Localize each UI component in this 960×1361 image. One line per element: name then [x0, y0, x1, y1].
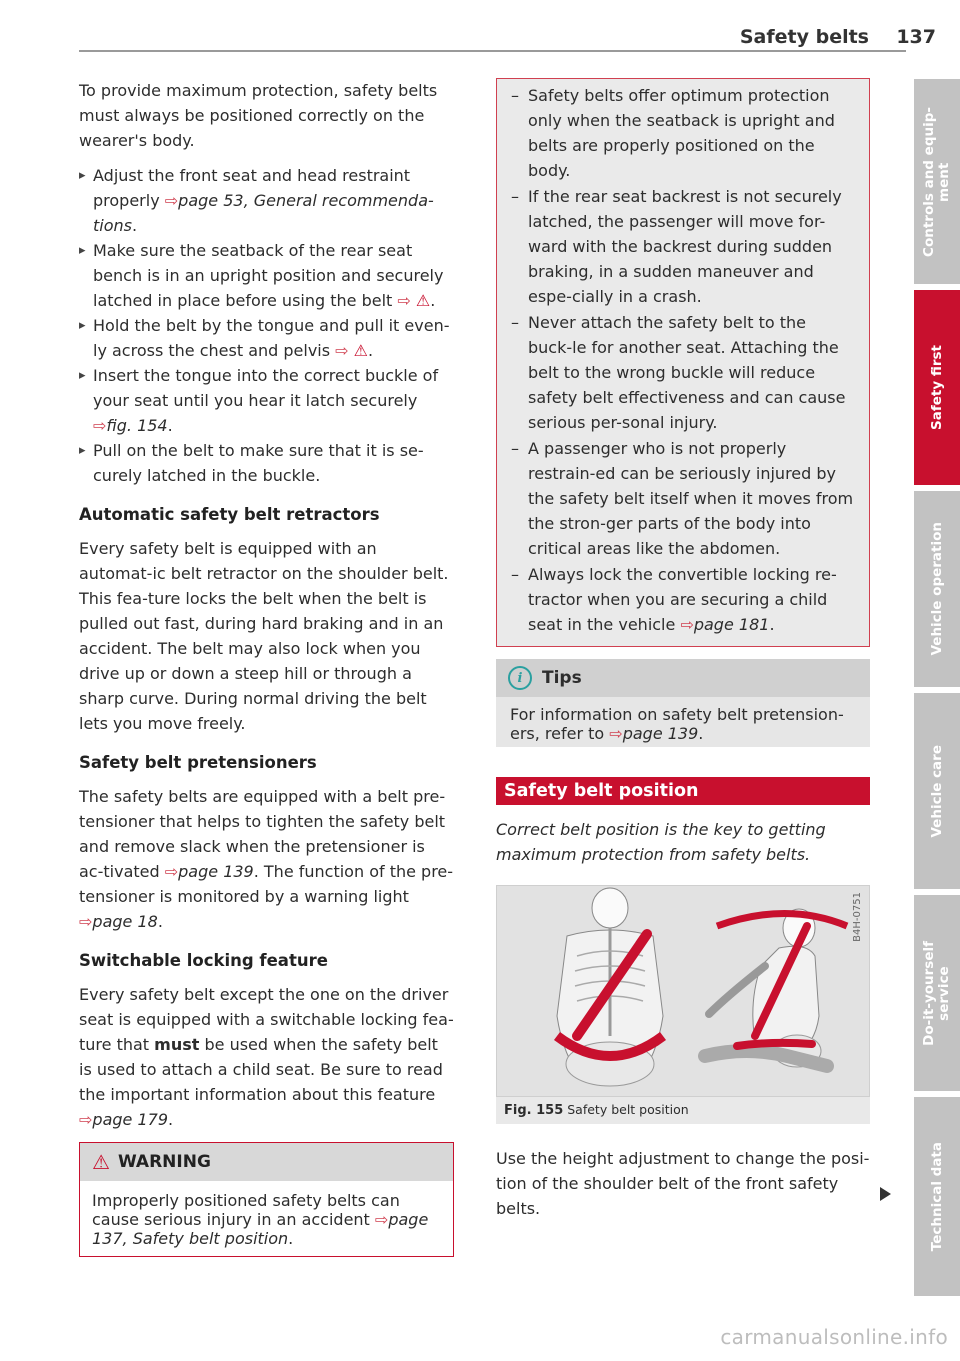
tips-box	[496, 659, 870, 747]
figure-code: B4H-0751	[852, 892, 863, 942]
cross-reference-link[interactable]: ⇨page 53, General recommenda-tions	[93, 191, 434, 235]
step-item: ▸ Insert the tongue into the correct buckle of your seat until you hear it latch securely ⇨fig. 154.	[79, 363, 454, 438]
watermark-text: carmanualsonline.info	[720, 1325, 948, 1349]
steps-list	[79, 163, 454, 488]
intro-paragraph: To provide maximum protection, safety belts must always be positioned correctly on the wearer's body.	[79, 81, 438, 150]
arrow-right-icon: ⇨	[609, 724, 623, 743]
cross-reference-link[interactable]: ⇨fig. 154	[93, 416, 168, 435]
arrow-right-icon: ⇨	[164, 862, 179, 881]
sidebar-tab-controls[interactable]: Controls and equip- ment	[914, 79, 960, 284]
back-view-figure	[557, 888, 663, 1086]
warning-body: Improperly positioned safety belts can cause serious injury in an accident ⇨page 137, Safety belt position.	[92, 1191, 429, 1248]
heading-pretensioners: Safety belt pretensioners	[79, 753, 317, 772]
cross-reference-link[interactable]: ⇨page 179	[79, 1110, 168, 1129]
step-item: ▸ Make sure the seatback of the rear seat bench is in an upright position and securely latched in place before using the belt ⇨ ⚠.	[79, 238, 454, 313]
belt-illustration	[497, 886, 869, 1096]
figure-caption	[496, 1097, 870, 1124]
retractors-paragraph: Every safety belt is equipped with an automat-ic belt retractor on the shoulder belt. This fea-ture locks the belt when the belt is pulled out fast, during hard braking and in an accident. The belt may also lock when you drive up or down a steep hill or through a sharp curve. During normal driving the belt lets you move freely.	[79, 539, 449, 733]
warning-triangle-icon[interactable]: ⚠	[415, 291, 431, 310]
pretensioners-paragraph: The safety belts are equipped with a belt pre-tensioner that helps to tighten the safety belt and remove slack when the pretensioner is ac-tivated ⇨page 139. The function of the pre-tensioner is monitored by a warning light ⇨page 18.	[79, 787, 454, 931]
page-number: 137	[896, 26, 936, 48]
header-rule	[79, 50, 906, 52]
warning-triangle-icon[interactable]: ⚠	[353, 341, 369, 360]
arrow-right-icon: ⇨	[374, 1210, 389, 1229]
left-column	[79, 78, 454, 1257]
cross-reference-link[interactable]: ⇨page 139	[609, 724, 699, 743]
heading-locking: Switchable locking feature	[79, 951, 328, 970]
figure-safety-belt-position	[496, 885, 870, 1097]
heading-retractors: Automatic safety belt retractors	[79, 505, 380, 524]
warning-item: – Safety belts offer optimum protection only when the seatback is upright and belts are properly positioned on the body.	[511, 83, 855, 183]
cross-reference-link[interactable]: ⇨page 137, Safety belt position	[92, 1210, 429, 1248]
figure-caption-text: Safety belt position	[567, 1102, 689, 1117]
arrow-right-icon: ⇨	[397, 291, 411, 310]
cross-reference-link[interactable]: ⇨page 181	[680, 615, 770, 634]
cross-reference-link[interactable]: ⇨page 18	[79, 912, 158, 931]
page-header-title: Safety belts	[739, 26, 869, 48]
warning-item: – A passenger who is not properly restrain-ed can be seriously injured by the safety belt itself when it moves from the stron-ger parts of the body into critical areas like the abdomen.	[511, 436, 855, 561]
step-item: ▸ Adjust the front seat and head restraint properly ⇨page 53, General recommenda-tions.	[79, 163, 454, 238]
arrow-right-icon: ⇨	[335, 341, 349, 360]
sidebar-tab-safety-first[interactable]: Safety first	[914, 290, 960, 485]
arrow-right-icon: ⇨	[93, 416, 107, 435]
step-item: ▸ Pull on the belt to make sure that it is se-curely latched in the buckle.	[79, 438, 454, 488]
locking-paragraph: Every safety belt except the one on the driver seat is equipped with a switchable locking fea-ture that must be used when the safety belt is used to attach a child seat. Be sure to read the important information about this feature ⇨page 179.	[79, 985, 454, 1129]
height-adjustment-paragraph: Use the height adjustment to change the posi-tion of the shoulder belt of the front safety belts.	[496, 1149, 870, 1218]
warning-item: – If the rear seat backrest is not securely latched, the passenger will move for-ward with the backrest during sudden braking, in a sudden maneuver and espe-cially in a crash.	[511, 184, 855, 309]
sidebar-tab-vehicle-care[interactable]: Vehicle care	[914, 693, 960, 889]
sidebar-tab-technical-data[interactable]: Technical data	[914, 1097, 960, 1296]
warning-item: – Never attach the safety belt to the buck-le for another seat. Attaching the belt to the wrong buckle will reduce safety belt effectiveness and can cause serious per-sonal injury.	[511, 310, 855, 435]
arrow-right-icon: ⇨	[79, 1110, 93, 1129]
tips-body: For information on safety belt pretension-ers, refer to ⇨page 139.	[496, 697, 870, 747]
sidebar-tab-do-it-yourself[interactable]: Do-it-yourself service	[914, 895, 960, 1091]
tips-title: Tips	[542, 668, 582, 688]
step-item: ▸ Hold the belt by the tongue and pull it even-ly across the chest and pelvis ⇨ ⚠.	[79, 313, 454, 363]
arrow-right-icon: ⇨	[680, 615, 694, 634]
warning-title: WARNING	[117, 1152, 211, 1172]
warning-item: – Always lock the convertible locking re-tractor when you are securing a child seat in the vehicle ⇨page 181.	[511, 562, 855, 637]
warning-triangle-icon: ⚠	[92, 1150, 110, 1174]
arrow-right-icon: ⇨	[164, 191, 179, 210]
section-intro: Correct belt position is the key to getting maximum protection from safety belts.	[496, 820, 826, 864]
figure-label: Fig. 155	[504, 1103, 564, 1118]
right-column	[496, 78, 870, 1221]
info-icon: i	[508, 666, 532, 690]
warning-header	[80, 1143, 453, 1181]
warning-box	[79, 1142, 454, 1257]
warning-continuation-box	[496, 78, 870, 647]
cross-reference-link[interactable]: ⇨page 139	[164, 862, 254, 881]
section-title-bar: Safety belt position	[496, 777, 870, 805]
sidebar-tab-vehicle-operation[interactable]: Vehicle operation	[914, 491, 960, 687]
tips-header	[496, 659, 870, 697]
continue-arrow-icon	[880, 1187, 891, 1201]
arrow-right-icon: ⇨	[79, 912, 93, 931]
side-view-figure	[705, 909, 847, 1067]
